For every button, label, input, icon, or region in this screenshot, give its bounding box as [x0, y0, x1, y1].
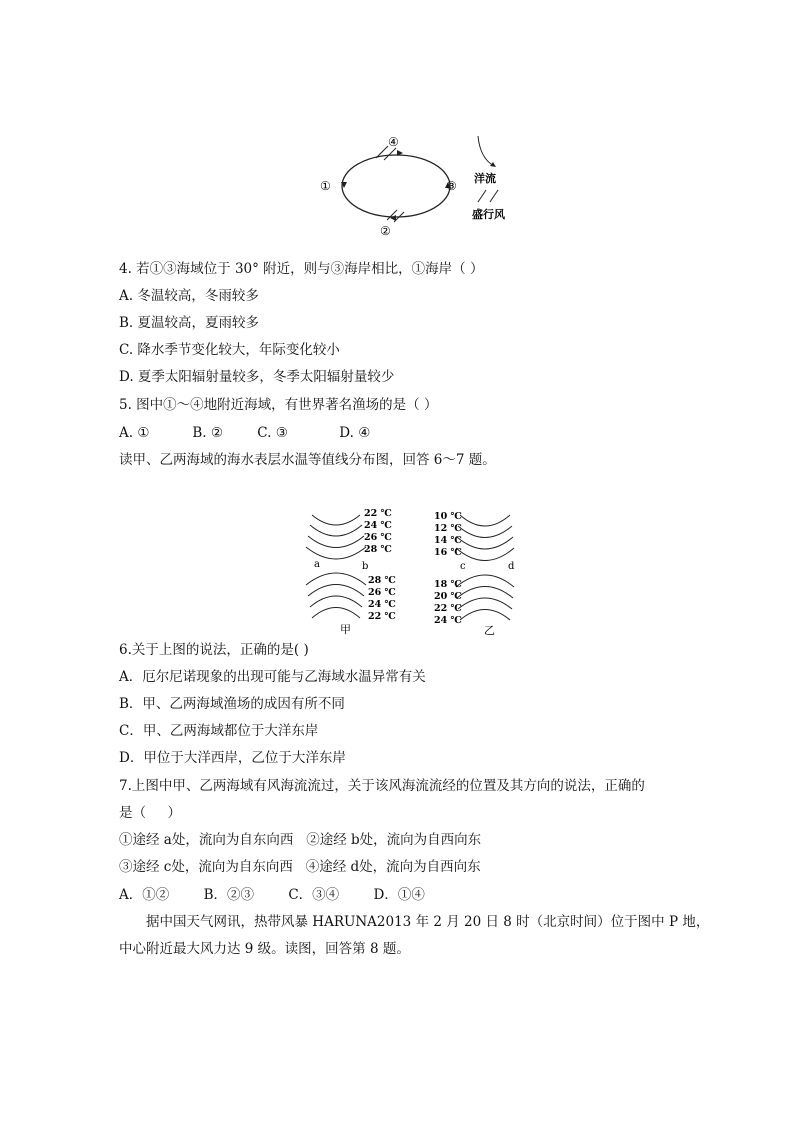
jia-point-b: b	[362, 561, 369, 572]
jia-isotherm-bottom-3	[310, 596, 362, 607]
yi-name: 乙	[484, 624, 495, 637]
legend-wind-label: 盛行风	[472, 208, 505, 221]
jia-name: 甲	[340, 623, 351, 636]
label-num4: ④	[388, 135, 399, 149]
jia-top-label-4: 28 ℃	[364, 544, 392, 555]
yi-isotherm-bottom-4	[460, 610, 510, 621]
yi-isotherm-bottom-2	[457, 587, 513, 599]
q7-statement-row1: ①途经 a处，流向为自东向西 ②途经 b处，流向为自西向东	[119, 832, 482, 848]
yi-top-label-1: 10 ℃	[434, 511, 462, 522]
jia-bottom-label-1: 28 ℃	[368, 575, 396, 586]
q6-option-c: C．甲、乙两海域都位于大洋东岸	[119, 723, 319, 739]
q7-stem-line1: 7.上图中甲、乙两海域有风海流流过，关于该风海流流经的位置及其方向的说法，正确的	[119, 778, 645, 794]
yi-bottom-label-4: 24 ℃	[434, 615, 462, 626]
yi-isotherm-top-1	[460, 515, 510, 526]
jia-isotherm-top-3	[308, 536, 364, 548]
jia-isotherm-bottom-1	[306, 573, 366, 585]
yi-top-label-4: 16 ℃	[434, 547, 462, 558]
yi-isotherm-top-2	[458, 526, 512, 538]
yi-bottom-label-1: 18 ℃	[434, 579, 462, 590]
q4-option-b: B. 夏温较高，夏雨较多	[119, 315, 260, 331]
yi-isotherm-bottom-3	[458, 598, 512, 609]
q7-statement-row2: ③途经 c处，流向为自东向西 ④途经 d处，流向为自西向东	[119, 859, 481, 875]
q6-option-a: A．厄尔尼诺现象的出现可能与乙海域水温异常有关	[119, 669, 426, 685]
jia-isotherm-bottom-2	[308, 585, 364, 597]
q5-stem: 5. 图中①～④地附近海域，有世界著名渔场的是（ ）	[119, 397, 438, 413]
label-num1: ①	[320, 179, 331, 193]
yi-bottom-label-2: 20 ℃	[434, 591, 462, 602]
label-num2: ②	[380, 224, 391, 238]
q6-option-b: B．甲、乙两海域渔场的成因有所不同	[119, 696, 345, 712]
jia-isotherm-bottom-4	[312, 608, 360, 619]
q6-stem: 6.关于上图的说法，正确的是( )	[119, 642, 309, 658]
label-num3: ③	[446, 179, 457, 193]
q7-options: A．①② B．②③ C．③④ D．①④	[119, 887, 425, 903]
yi-top-label-3: 14 ℃	[434, 535, 462, 546]
q4-option-c: C. 降水季节变化较大，年际变化较小	[119, 342, 340, 358]
jia-isotherm-top-4	[306, 547, 366, 559]
current-loop	[342, 155, 450, 217]
q6-option-d: D．甲位于大洋西岸，乙位于大洋东岸	[119, 750, 346, 766]
legend-current-label: 洋流	[474, 172, 496, 185]
yi-bottom-label-3: 22 ℃	[434, 603, 462, 614]
intro-8-line2: 中心附近最大风力达 9 级。读图，回答第 8 题。	[119, 941, 410, 957]
q4-stem: 4. 若①③海域位于 30° 附近，则与③海岸相比，①海岸（ ）	[119, 261, 484, 277]
jia-point-a: a	[314, 559, 320, 570]
legend-wind-arrow-1	[478, 190, 486, 202]
yi-isotherm-bottom-1	[456, 575, 514, 587]
yi-point-c: c	[460, 561, 466, 572]
q4-option-a: A. 冬温较高，冬雨较多	[119, 288, 259, 304]
intro-8-line1: 据中国天气网讯，热带风暴 HARUNA2013 年 2 月 20 日 8 时（北京时间）位于图中 P 地，	[146, 914, 710, 930]
jia-bottom-label-3: 24 ℃	[368, 599, 396, 610]
intro-6-7: 读甲、乙两海域的海水表层水温等值线分布图，回答 6～7 题。	[119, 452, 496, 468]
q5-options: A. ① B. ② C. ③ D. ④	[119, 425, 371, 441]
jia-bottom-label-2: 26 ℃	[368, 587, 396, 598]
legend-wind-arrow-2	[490, 190, 498, 202]
q4-option-d: D. 夏季太阳辐射量较多，冬季太阳辐射量较少	[119, 369, 395, 385]
legend-current-line	[478, 136, 494, 166]
current-loop-figure	[310, 130, 530, 242]
jia-bottom-label-4: 22 ℃	[368, 611, 396, 622]
yi-top-label-2: 12 ℃	[434, 523, 462, 534]
yi-point-d: d	[508, 561, 515, 572]
q7-stem-line2: 是（ ）	[119, 805, 181, 821]
jia-top-label-3: 26 ℃	[364, 532, 392, 543]
jia-isotherm-top-2	[310, 525, 362, 536]
wind-arrow-top-2	[384, 148, 396, 160]
yi-isotherm-top-4	[456, 548, 514, 561]
yi-isotherm-top-3	[457, 537, 513, 549]
isotherm-figure	[300, 505, 530, 637]
jia-isotherm-top-1	[312, 515, 360, 525]
jia-top-label-1: 22 ℃	[364, 508, 392, 519]
jia-top-label-2: 24 ℃	[364, 520, 392, 531]
